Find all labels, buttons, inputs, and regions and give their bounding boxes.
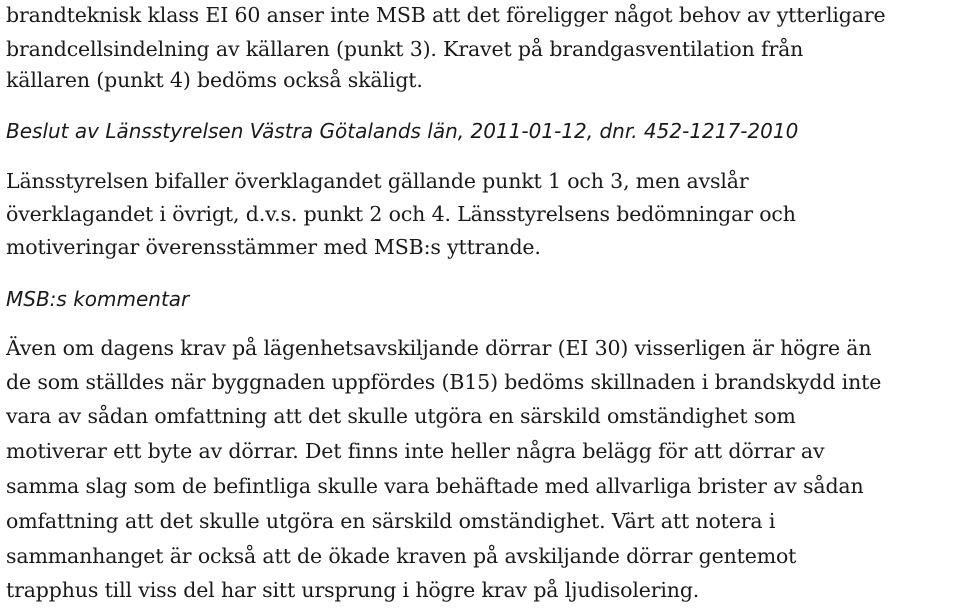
comment-line-4: motiverar ett byte av dörrar. Det finns inte heller några belägg för att dörrar av	[6, 439, 825, 463]
comment-line-2: de som ställdes när byggnaden uppfördes (B15) bedöms skillnaden i brandskydd inte	[6, 370, 882, 394]
comment-line-3: vara av sådan omfattning att det skulle utgöra en särskild omständighet som	[6, 404, 796, 428]
comment-line-8: trapphus till viss del har sitt ursprung i högre krav på ljudisolering.	[6, 578, 700, 602]
comment-line-7: sammanhanget är också att de ökade kraven på avskiljande dörrar gentemot	[6, 544, 797, 568]
intro-line-2: brandcellsindelning av källaren (punkt 3). Kravet på brandgasventilation från	[6, 37, 804, 61]
comment-line-1: Även om dagens krav på lägenhetsavskiljande dörrar (EI 30) visserligen är högre än	[6, 336, 872, 360]
decision-line-1: Länsstyrelsen bifaller överklagandet gällande punkt 1 och 3, men avslår	[6, 169, 749, 193]
decision-line-3: motiveringar överensstämmer med MSB:s yttrande.	[6, 235, 541, 259]
comment-line-5: samma slag som de befintliga skulle vara behäftade med allvarliga brister av sådan	[6, 474, 864, 498]
decision-heading: Beslut av Länsstyrelsen Västra Götalands län, 2011-01-12, dnr. 452-1217-2010	[6, 119, 799, 143]
decision-line-2: överklagandet i övrigt, d.v.s. punkt 2 och 4. Länsstyrelsens bedömningar och	[6, 202, 796, 226]
comment-line-6: omfattning att det skulle utgöra en särskild omständighet. Värt att notera i	[6, 509, 776, 533]
intro-line-3: källaren (punkt 4) bedöms också skäligt.	[6, 68, 423, 92]
comment-heading: MSB:s kommentar	[6, 287, 190, 311]
intro-line-1: brandteknisk klass EI 60 anser inte MSB att det föreligger något behov av ytterligare	[6, 3, 886, 27]
